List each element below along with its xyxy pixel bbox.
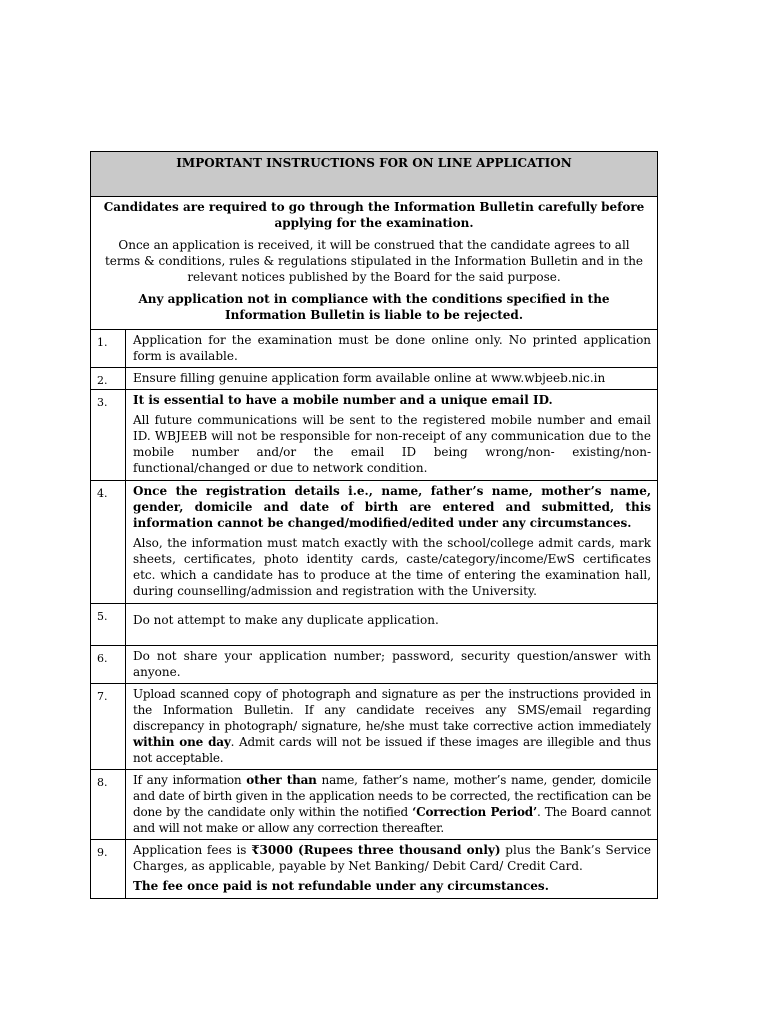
instruction-row-7 — [91, 684, 658, 770]
item-number: 6. — [91, 646, 126, 684]
item-number: 1. — [91, 330, 126, 368]
instructions-table — [90, 151, 658, 899]
intro-cell — [91, 197, 658, 330]
item-bold-text: It is essential to have a mobile number and a unique email ID. — [133, 393, 553, 407]
item-text: Do not attempt to make any duplicate application. — [126, 604, 658, 646]
intro-paragraph-1: Candidates are required to go through the Information Bulletin carefully before applying for the examination. — [103, 200, 645, 230]
item-text: Application fees is — [133, 843, 252, 857]
instruction-row-8 — [91, 770, 658, 840]
instruction-row-2 — [91, 368, 658, 390]
item-paragraph — [133, 842, 651, 874]
instruction-row-3 — [91, 390, 658, 481]
item-number: 8. — [91, 770, 126, 840]
item-text: All future communications will be sent to the registered mobile number and email ID. WBJEEB will not be responsible for non-receipt of any communication due to the mobile number and/or the email ID being wrong/non- existing/non-functional/changed or due to network condition. — [133, 413, 652, 475]
item-text: Upload scanned copy of photograph and signature as per the instructions provided in the Information Bulletin. If any candidate receives any SMS/email regarding discrepancy in photograph/ signature, he/she must take corrective action immediately — [133, 687, 652, 733]
item-number: 4. — [91, 481, 126, 604]
item-bold-text: The fee once paid is not refundable under any circumstances. — [133, 879, 549, 893]
instruction-row-6 — [91, 646, 658, 684]
intro-row — [91, 197, 658, 330]
item-bold-text: name, father’s name, mother’s name, gender, domicile and date of birth — [133, 484, 652, 514]
item-text-cell — [126, 770, 658, 840]
item-text: Ensure filling genuine application form available online at www.wbjeeb.nic.in — [126, 368, 658, 390]
item-number: 9. — [91, 840, 126, 899]
item-text: Do not share your application number; password, security question/answer with anyone. — [126, 646, 658, 684]
instruction-row-5 — [91, 604, 658, 646]
item-bold-text: ‘Correction Period’ — [412, 805, 537, 819]
item-bold-text: other than — [246, 773, 317, 787]
item-text-cell — [126, 840, 658, 899]
instruction-row-4 — [91, 481, 658, 604]
item-number: 2. — [91, 368, 126, 390]
instruction-row-1 — [91, 330, 658, 368]
item-text: . The Board cannot and will not make or allow any correction thereafter. — [133, 805, 651, 835]
item-text: Application for the examination must be done online only. No printed application form is available. — [126, 330, 658, 368]
item-text-cell — [126, 390, 658, 481]
item-text: name, father’s name, mother’s name, gender, domicile and date of birth given in the application needs to be corrected, the rectification can be done by the candidate only within the notified — [133, 773, 652, 819]
item-text: If any information — [133, 773, 247, 787]
intro-paragraph-2: Once an application is received, it will be construed that the candidate agrees to all terms & conditions, rules & regulations stipulated in the Information Bulletin and in the relevant notices published by the Board for the said purpose. — [104, 238, 644, 284]
item-text: . Admit cards will not be issued if these images are illegible and thus not acceptable. — [133, 735, 652, 765]
item-number: 3. — [91, 390, 126, 481]
item-text: Also, the information must match exactly with the school/college admit cards, mark sheets, certificates, photo identity cards, caste/category/income/EwS certificates etc. which a candidate has to produce at the time of entering the examination hall, during counselling/admission and registration with the University. — [133, 536, 652, 598]
intro-paragraph-3: Any application not in compliance with the conditions specified in the Information Bulletin is liable to be rejected. — [138, 292, 610, 322]
item-text: Once the registration details i.e., — [133, 484, 382, 498]
title-row — [91, 152, 658, 197]
document-title: IMPORTANT INSTRUCTIONS FOR ON LINE APPLICATION — [91, 152, 658, 197]
item-bold-text: within one day — [133, 735, 231, 749]
item-text: are entered and submitted, this information — [133, 500, 652, 530]
item-bold-text: ₹3000 (Rupees three thousand only) — [251, 843, 501, 857]
instructions-document — [90, 151, 657, 899]
item-text: plus the Bank’s Service Charges, as applicable, payable by Net Banking/ Debit Card/ Credit Card. — [133, 843, 652, 873]
item-text-cell — [126, 684, 658, 770]
item-number: 5. — [91, 604, 126, 646]
item-text-cell — [126, 481, 658, 604]
instruction-row-9 — [91, 840, 658, 899]
item-paragraph — [133, 483, 651, 531]
item-number: 7. — [91, 684, 126, 770]
item-bold-text: cannot be changed/modified/edited under any circumstances. — [217, 516, 632, 530]
